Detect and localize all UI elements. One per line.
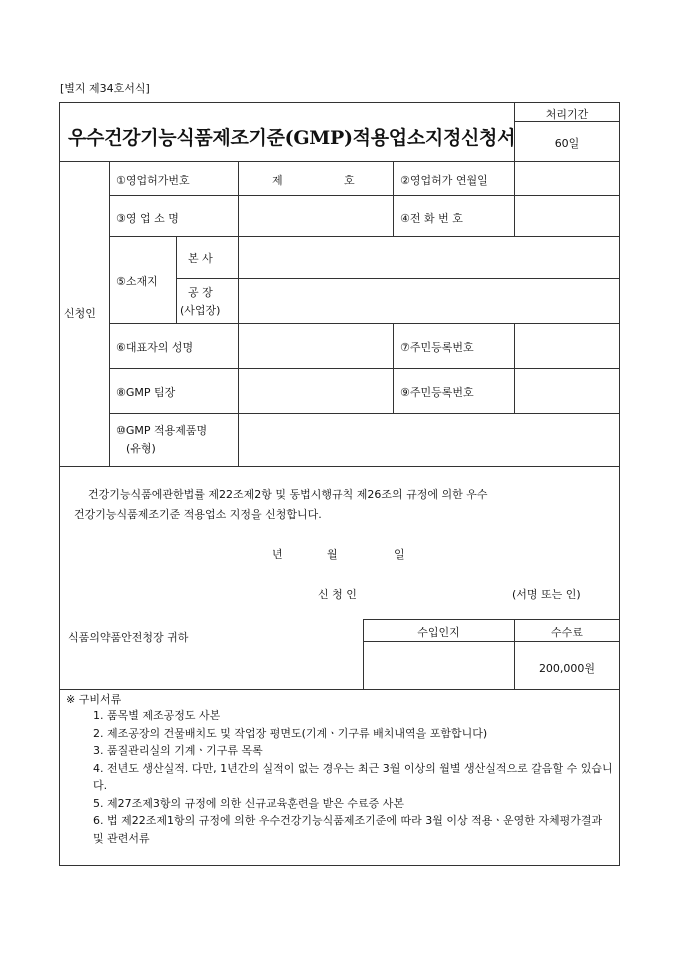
- business-name-input[interactable]: [240, 197, 392, 235]
- date-month-label: 월: [327, 548, 338, 561]
- date-day-label: 일: [394, 548, 405, 561]
- required-documents-list: [74, 707, 614, 847]
- representative-name-label: ⑥대표자의 성명: [116, 341, 194, 354]
- license-date-label: ②영업허가 연월일: [400, 174, 488, 187]
- required-documents-heading: ※ 구비서류: [66, 693, 122, 706]
- location-label: ⑤소재지: [116, 275, 158, 288]
- applicant-signature-field[interactable]: [380, 579, 500, 603]
- factory-sub-label: (사업장): [180, 304, 221, 317]
- phone-input[interactable]: [516, 197, 618, 235]
- applicant-signature-label: 신 청 인: [318, 588, 357, 601]
- processing-period-label: 처리기간: [545, 108, 589, 121]
- sign-or-seal-hint: (서명 또는 인): [512, 588, 581, 601]
- resident-number-label-2: ⑨주민등록번호: [400, 386, 474, 399]
- revenue-stamp-label: 수입인지: [417, 626, 460, 639]
- date-year-label: 년: [272, 548, 283, 561]
- license-date-input[interactable]: [516, 163, 618, 194]
- list-item: 3. 품질관리실의 기계ㆍ기구류 목록: [93, 744, 263, 757]
- resident-number-label-1: ⑦주민등록번호: [400, 341, 474, 354]
- revenue-stamp-area[interactable]: [365, 643, 513, 688]
- business-license-number-input[interactable]: [282, 165, 342, 191]
- list-item: 1. 품목별 제조공정도 사본: [93, 709, 221, 722]
- statement-line-2: 건강기능식품제조기준 적용업소 지정을 신청합니다.: [74, 508, 322, 521]
- fee-amount: 200,000원: [538, 662, 596, 675]
- form-number: [별지 제34호서식]: [60, 82, 150, 95]
- list-item: 4. 전년도 생산실적. 다만, 1년간의 실적이 없는 경우는 최근 3월 이상의 월별 생산실적으로 갈음할 수 있습니다.: [93, 761, 613, 792]
- head-office-address-input[interactable]: [240, 238, 618, 277]
- head-office-label: 본 사: [188, 252, 213, 265]
- statement-line-1: 건강기능식품에관한법률 제22조제2항 및 동법시행규칙 제26조의 규정에 의한 우수: [88, 488, 488, 501]
- list-item: 2. 제조공장의 건물배치도 및 작업장 평면도(기계ㆍ기구류 배치내역을 포함합니다): [93, 726, 488, 740]
- license-number-prefix: 제: [272, 174, 283, 187]
- applicant-label: 신청인: [64, 307, 96, 320]
- gmp-products-label: ⑩GMP 적용제품명: [116, 424, 208, 437]
- fee-label: 수수료: [551, 626, 583, 639]
- business-name-label: ③영 업 소 명: [116, 212, 179, 225]
- factory-label: 공 장: [188, 286, 213, 299]
- processing-period-value: 60일: [554, 137, 580, 150]
- gmp-team-leader-input[interactable]: [240, 370, 392, 412]
- recipient-label: 식품의약품안전청장 귀하: [68, 631, 189, 644]
- list-item: 6. 법 제22조제1항의 규정에 의한 우수건강기능식품제조기준에 따라 3월 이상 적용ㆍ운영한 자체평가결과 및 관련서류: [93, 814, 603, 845]
- gmp-products-input[interactable]: [240, 415, 618, 465]
- representative-name-input[interactable]: [240, 325, 392, 367]
- license-number-suffix: 호: [344, 174, 355, 187]
- gmp-team-leader-label: ⑧GMP 팀장: [116, 386, 176, 399]
- gmp-products-sub-label: (유형): [126, 442, 156, 455]
- resident-number-input-1[interactable]: [516, 325, 618, 367]
- business-license-number-label: ①영업허가번호: [116, 174, 190, 187]
- factory-address-input[interactable]: [240, 280, 618, 322]
- list-item: 5. 제27조제3항의 규정에 의한 신규교육훈련을 받은 수료증 사본: [93, 796, 404, 810]
- phone-label: ④전 화 번 호: [400, 212, 463, 225]
- form-title: 우수건강기능식품제조기준(GMP)적용업소지정신청서: [68, 127, 516, 149]
- resident-number-input-2[interactable]: [516, 370, 618, 412]
- application-form: [59, 102, 620, 866]
